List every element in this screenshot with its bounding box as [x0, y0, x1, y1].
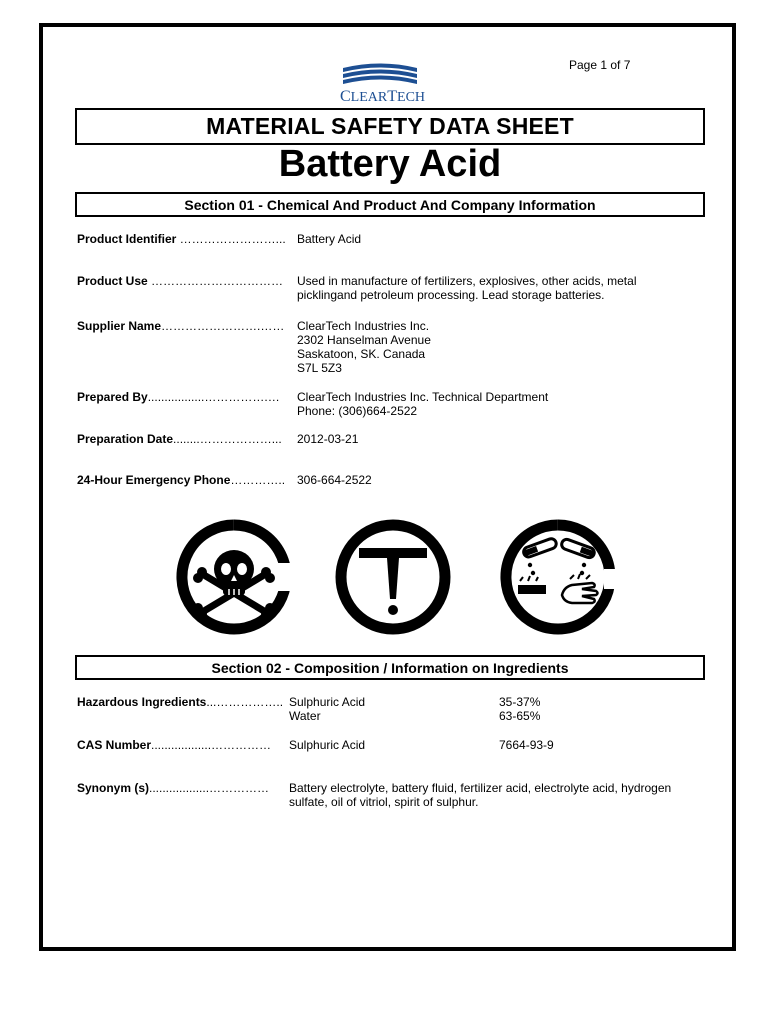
section-02-heading: Section 02 - Composition / Information on Ingredients	[75, 655, 705, 680]
cleartech-wave-icon	[340, 60, 420, 90]
poison-skull-crossbones-icon	[176, 519, 292, 635]
logo-wordmark: CLEARTECH	[340, 88, 426, 105]
corrosive-material-icon	[500, 519, 616, 635]
page-number: Page 1 of 7	[569, 58, 631, 72]
document-title: MATERIAL SAFETY DATA SHEET	[75, 108, 705, 145]
cleartech-logo	[340, 60, 426, 105]
section-01-heading: Section 01 - Chemical And Product And Company Information	[75, 192, 705, 217]
dangerously-reactive-icon	[335, 519, 451, 635]
hazard-symbols	[0, 519, 768, 639]
product-name: Battery Acid	[278, 143, 502, 185]
